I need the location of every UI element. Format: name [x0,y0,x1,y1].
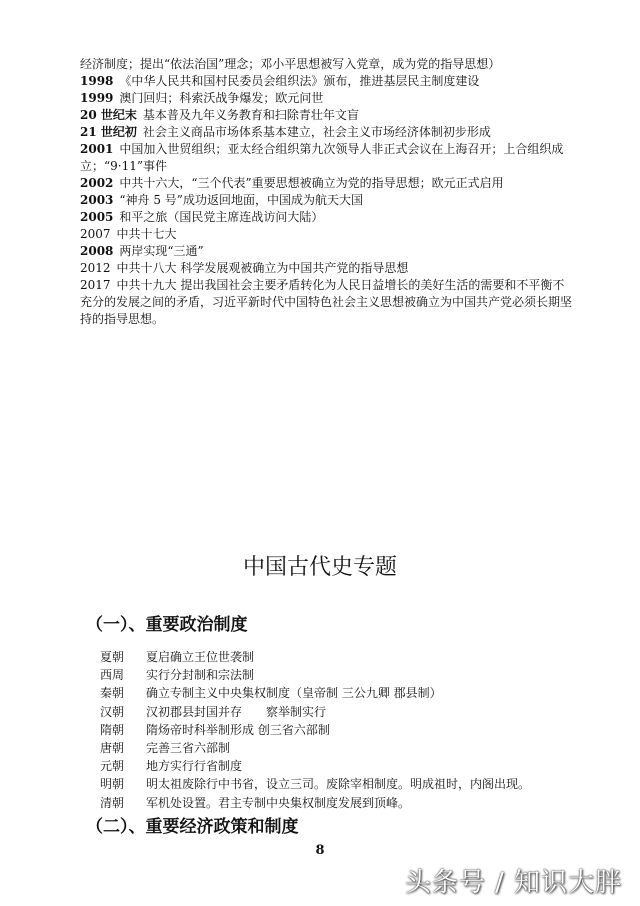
timeline-year: 2002 [80,176,114,190]
dynasty-description: 明太祖废除行中书省，设立三司。废除宰相制度。明成祖时，内阁出现。 [146,777,531,792]
timeline-list [80,56,572,328]
dynasty-description: 隋炀帝时科举制形成 创三省六部制 [146,722,330,737]
timeline-text: 中共十六大，“三个代表”重要思想被确立为党的指导思想；欧元正式启用 [119,176,504,190]
timeline-year: 2012 [80,261,111,275]
dynasty-row [100,721,530,739]
dynasty-description: 地方实行行省制度 [146,759,243,774]
dynasty-name: 清朝 [100,795,125,810]
dynasty-description: 确立专制主义中央集权制度（皇帝制 三公九卿 郡县制） [146,686,442,701]
dynasty-description: 军机处设置。君主专制中央集权制度发展到顶峰。 [146,795,411,810]
dynasty-name: 元朝 [100,759,125,774]
dynasty-name: 夏朝 [100,650,125,664]
timeline-entry [80,107,572,124]
dynasty-description: 实行分封制和宗法制 [146,668,255,683]
timeline-year: 2005 [80,210,114,224]
timeline-entry [80,73,572,90]
timeline-year: 1998 [80,74,114,88]
dynasty-name: 汉朝 [100,704,125,719]
timeline-text: 中国加入世贸组织；亚太经合组织第九次领导人非正式会议在上海召开；上合组织成立；“9·11”事件 [80,142,564,173]
timeline-text: 《中华人民共和国村民委员会组织法》颁布，推进基层民主制度建设 [119,74,480,88]
dynasty-row [100,666,530,684]
page-title: 中国古代史专题 [242,555,397,580]
timeline-entry [80,141,572,175]
timeline-entry [80,260,572,277]
timeline-entry [80,56,572,73]
timeline-entry [80,209,572,226]
timeline-year: 21 世纪初 [80,125,137,139]
dynasty-name: 明朝 [100,777,125,792]
dynasty-row [100,703,530,721]
dynasty-row [100,794,530,812]
timeline-year: 20 世纪末 [80,108,137,122]
timeline-year: 2017 [80,278,111,292]
timeline-year: 1999 [80,91,114,105]
dynasty-row [100,739,530,757]
timeline-text: 中共十七大 [116,227,177,241]
timeline-entry [80,175,572,192]
timeline-entry [80,192,572,209]
timeline-year: 2008 [80,244,114,258]
timeline-year: 2003 [80,193,114,207]
timeline-entry [80,277,572,328]
dynasty-row [100,775,530,793]
timeline-entry [80,124,572,141]
dynasty-name: 隋朝 [100,722,125,737]
dynasty-name: 西周 [100,668,125,683]
timeline-text: 澳门回归；科索沃战争爆发；欧元问世 [119,91,324,105]
timeline-text: 中共十九大 提出我国社会主要矛盾转化为人民日益增长的美好生活的需要和不平衡不充分的发展之间的矛盾，习近平新时代中国特色社会主义思想被确立为中国共产党必须长期坚持的指导思想。 [80,278,573,326]
section-heading-political: （一）、重要政治制度 [86,615,248,635]
timeline-text: 和平之旅（国民党主席连战访问大陆） [119,210,324,224]
dynasty-list [100,648,530,812]
dynasty-description: 夏启确立王位世袭制 [146,650,255,664]
timeline-text: 基本普及九年义务教育和扫除青壮年文盲 [142,108,359,122]
dynasty-description: 汉初郡县封国并存 察举制实行 [146,704,327,719]
timeline-year: 2007 [80,227,111,241]
timeline-year: 2001 [80,142,114,156]
timeline-entry [80,243,572,260]
timeline-text: 经济制度；提出“依法治国”理念；邓小平思想被写入党章，成为党的指导思想） [80,57,501,71]
timeline-entry [80,90,572,107]
dynasty-row [100,648,530,666]
timeline-text: 中共十八大 科学发展观被确立为中国共产党的指导思想 [116,261,409,275]
dynasty-name: 唐朝 [100,741,125,756]
dynasty-row [100,684,530,702]
dynasty-row [100,757,530,775]
timeline-text: 社会主义商品市场体系基本建立，社会主义市场经济体制初步形成 [142,125,491,139]
watermark: 头条号 / 知识大胖 [404,868,622,898]
timeline-entry [80,226,572,243]
timeline-text: 两岸实现“三通” [119,244,204,258]
page-number: 8 [315,843,325,858]
dynasty-name: 秦朝 [100,686,125,701]
dynasty-description: 完善三省六部制 [146,741,231,756]
timeline-text: “神舟 5 号”成功返回地面，中国成为航天大国 [119,193,363,207]
section-heading-economic: （二）、重要经济政策和制度 [86,817,299,837]
